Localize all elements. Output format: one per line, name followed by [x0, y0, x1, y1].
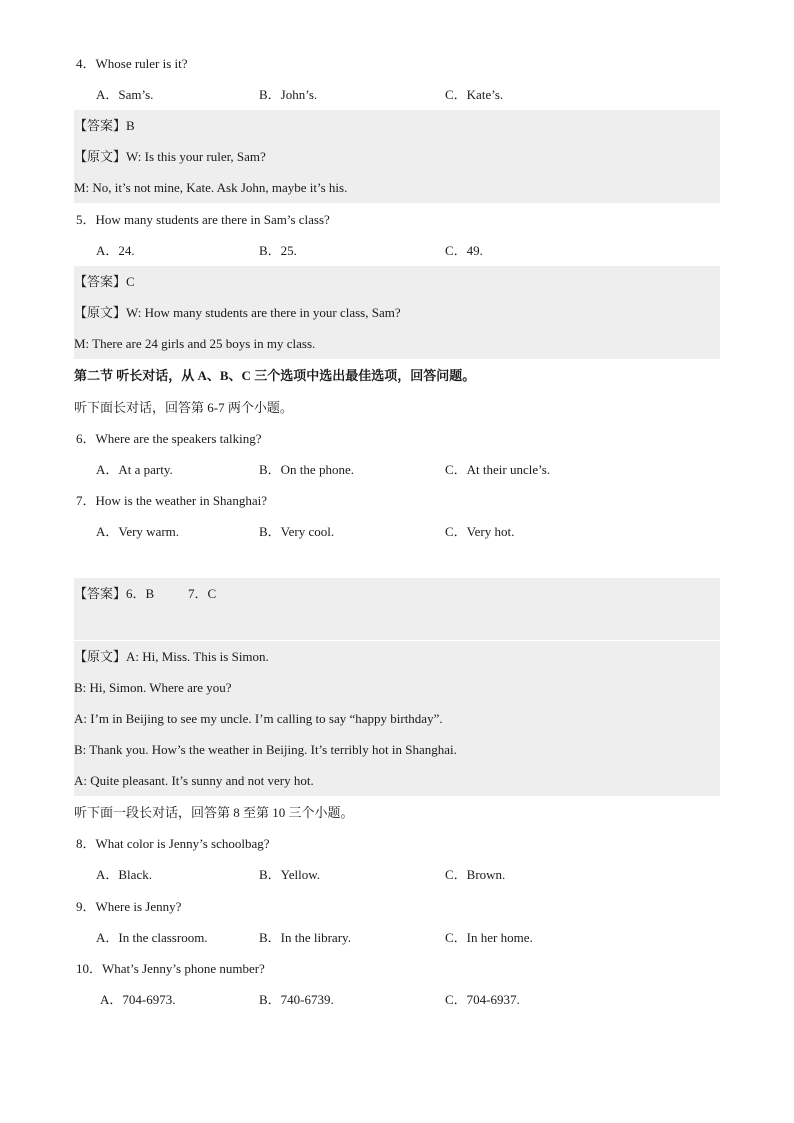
question-6: 6．Where are the speakers talking? [76, 431, 262, 446]
option-c: C．Very hot. [445, 524, 515, 539]
transcript-6-7-line-4: B: Thank you. How’s the weather in Beijing. It’s terribly hot in Shanghai. [74, 734, 720, 765]
answer-4: 【答案】B [74, 110, 720, 141]
option-b: B．Very cool. [259, 524, 335, 539]
question-8: 8．What color is Jenny’s schoolbag? [76, 836, 270, 851]
question-6-options [74, 454, 720, 485]
option-a: A．24. [96, 243, 135, 258]
option-a: A．Very warm. [96, 524, 180, 539]
transcript-6-7-line-2: B: Hi, Simon. Where are you? [74, 672, 720, 703]
option-c: C．At their uncle’s. [445, 462, 551, 477]
question-5-options [74, 235, 720, 266]
section-2-intro-6-7: 听下面长对话，回答第 6-7 两个小题。 [74, 400, 293, 415]
option-b: B．In the library. [259, 930, 351, 945]
transcript-4-line-1: 【原文】W: Is this your ruler, Sam? [74, 141, 720, 172]
option-a: A．At a party. [96, 462, 173, 477]
question-4: 4．Whose ruler is it? [76, 56, 188, 71]
question-10-options [74, 984, 720, 1015]
answer-6-7 [74, 578, 720, 640]
transcript-4-line-2: M: No, it’s not mine, Kate. Ask John, maybe it’s his. [74, 172, 720, 203]
question-4-options [74, 79, 720, 110]
question-7-options [74, 516, 720, 547]
option-a: A．Sam’s. [96, 87, 154, 102]
section-2-heading: 第二节 听长对话，从 A、B、C 三个选项中选出最佳选项，回答问题。 [74, 368, 476, 383]
option-b: B．25. [259, 243, 297, 258]
option-a: A．In the classroom. [96, 930, 208, 945]
option-b: B．Yellow. [259, 867, 321, 882]
option-b: B．On the phone. [259, 462, 354, 477]
option-b: B．John’s. [259, 87, 318, 102]
question-10: 10．What’s Jenny’s phone number? [76, 961, 265, 976]
answer-7: 7．C [188, 586, 217, 601]
option-a: A．Black. [96, 867, 152, 882]
question-5: 5．How many students are there in Sam’s class? [76, 212, 330, 227]
answer-6: 【答案】6．B [74, 586, 155, 601]
option-b: B．740-6739. [259, 992, 334, 1007]
question-9: 9．Where is Jenny? [76, 899, 182, 914]
option-a: A．704-6973. [100, 992, 176, 1007]
transcript-5-line-2: M: There are 24 girls and 25 boys in my class. [74, 328, 720, 359]
question-7: 7．How is the weather in Shanghai? [76, 493, 267, 508]
option-c: C．704-6937. [445, 992, 520, 1007]
question-8-options [74, 859, 720, 890]
transcript-6-7-line-1: 【原文】A: Hi, Miss. This is Simon. [74, 641, 720, 672]
question-9-options [74, 922, 720, 953]
option-c: C．In her home. [445, 930, 533, 945]
option-c: C．Brown. [445, 867, 506, 882]
answer-5: 【答案】C [74, 266, 720, 297]
section-2-intro-8-10: 听下面一段长对话，回答第 8 至第 10 三个小题。 [74, 805, 354, 820]
option-c: C．Kate’s. [445, 87, 504, 102]
transcript-6-7-line-5: A: Quite pleasant. It’s sunny and not very hot. [74, 765, 720, 796]
transcript-5-line-1: 【原文】W: How many students are there in your class, Sam? [74, 297, 720, 328]
transcript-6-7-line-3: A: I’m in Beijing to see my uncle. I’m calling to say “happy birthday”. [74, 703, 720, 734]
option-c: C．49. [445, 243, 483, 258]
